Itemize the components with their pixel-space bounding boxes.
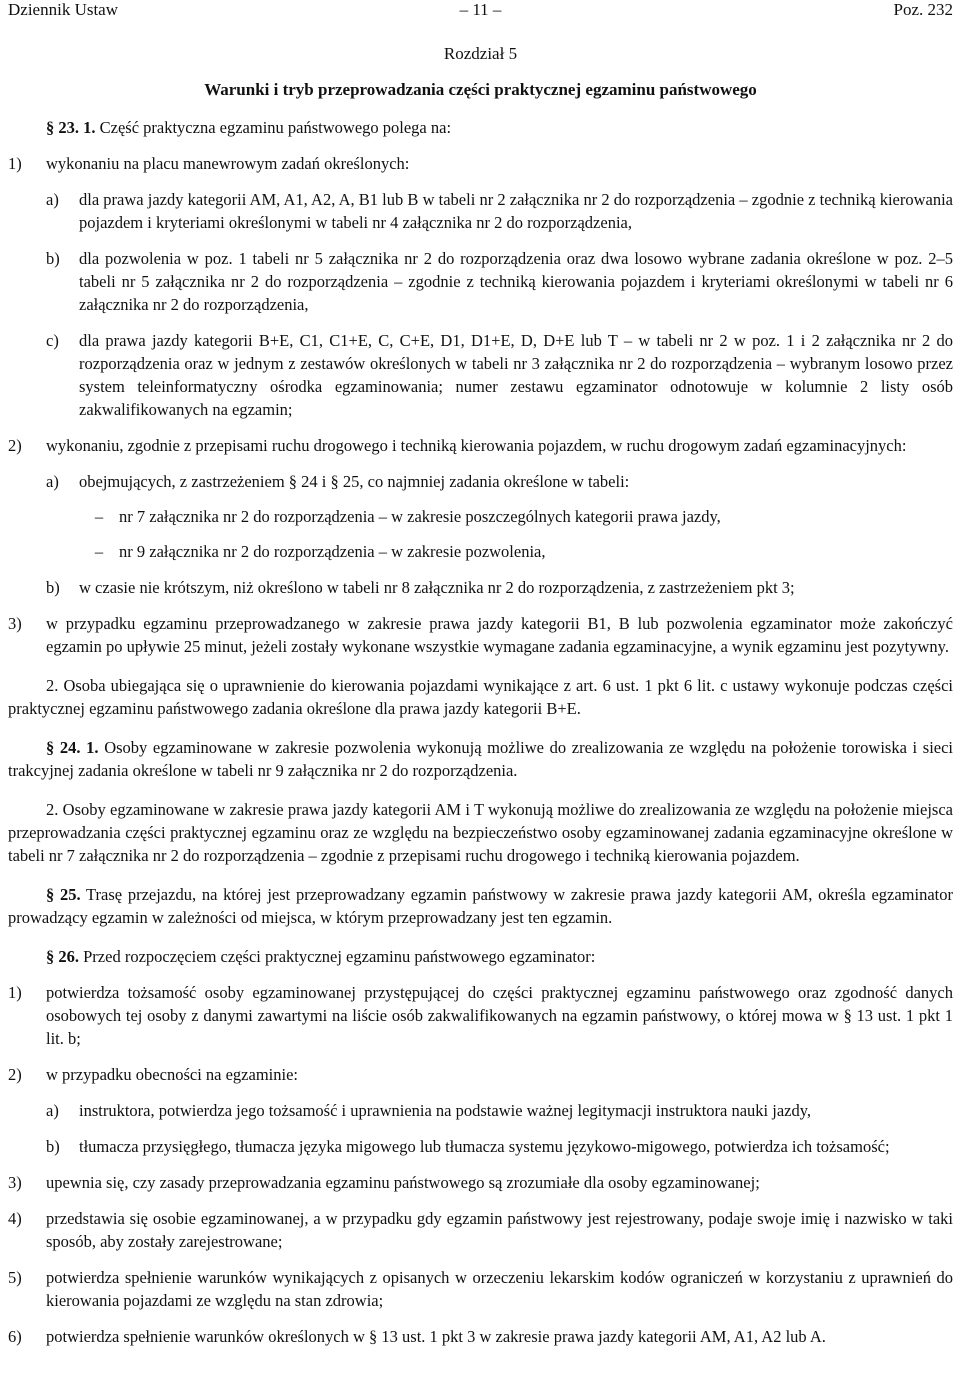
dash-marker: – [94,507,104,526]
section-23-intro-text: Część praktyczna egzaminu państwowego polega na: [95,118,452,137]
dash-marker: – [94,542,104,561]
point-text: w przypadku obecności na egzaminie: [46,1065,298,1084]
page-number: – 11 – [459,0,502,19]
document-page [8,0,953,1348]
letter-text: instruktora, potwierdza jego tożsamość i uprawnienia na podstawie ważnej legitymacji instruktora nauki jazdy, [79,1101,812,1120]
s26-point-2 [8,1063,953,1086]
s23-point-1-letter-b [46,247,953,316]
s26-point-1 [8,981,953,1050]
point-text: potwierdza spełnienie warunków wynikających z opisanych w orzeczeniu lekarskim kodów ograniczeń w korzystaniu z uprawnień do kierowania pojazdami ze względu na stan zdrowia; [46,1268,953,1310]
letter-text: dla prawa jazdy kategorii B+E, C1, C1+E, C, C+E, D1, D1+E, D, D+E lub T – w tabeli nr 2 w poz. 1 i 2 załącznika nr 2 do rozporządzenia oraz w jednym z zestawów określonych w tabeli nr 3 załącznika nr 2 do rozporządzenia – wybranym losowo przez system teleinformatyczny ośrodka egzaminowania; numer zestawu egzaminator odnotowuje w kolumnie 2 listy osób zakwalifikowanych na egzamin; [79,331,953,419]
s23-point-1-letter-a [46,188,953,234]
dash-text: nr 9 załącznika nr 2 do rozporządzenia – w zakresie pozwolenia, [119,542,546,561]
letter-text: obejmujących, z zastrzeżeniem § 24 i § 25, co najmniej zadania określone w tabeli: [79,472,630,491]
section-25-text: Trasę przejazdu, na której jest przeprowadzany egzamin państwowy w zakresie prawa jazdy kategorii AM, określa egzaminator prowadzący egzamin w zależności od miejsca, w którym przeprowadzany jest ten egzamin. [8,885,953,927]
s23-point-2a-dash-1 [79,505,953,528]
s23-point-2 [8,434,953,457]
point-number: 3) [8,1173,22,1192]
s23-point-2a-dash-2 [79,540,953,563]
point-text: przedstawia się osobie egzaminowanej, a w przypadku gdy egzamin państwowy jest rejestrowany, podaje swoje imię i nazwisko w taki sposób, aby zostały zarejestrowane; [46,1209,953,1251]
s26-point-2-letter-a [46,1099,953,1122]
s23-point-2-letter-b [46,576,953,599]
point-text: wykonaniu na placu manewrowym zadań określonych: [46,154,410,173]
section-26-number: § 26. [46,947,79,966]
letter-number: b) [46,1137,60,1156]
s26-point-4 [8,1207,953,1253]
s23-point-2-letter-a [46,470,953,493]
s26-point-2-letter-b [46,1135,953,1158]
letter-number: c) [46,331,59,350]
letter-number: a) [46,472,59,491]
letter-number: a) [46,1101,59,1120]
chapter-title: Warunki i tryb przeprowadzania części praktycznej egzaminu państwowego [204,80,757,99]
letter-text: w czasie nie krótszym, niż określono w tabeli nr 8 załącznika nr 2 do rozporządzenia, z zastrzeżeniem pkt 3; [79,578,795,597]
point-number: 5) [8,1268,22,1287]
point-number: 4) [8,1209,22,1228]
point-text: potwierdza spełnienie warunków określonych w § 13 ust. 1 pkt 3 w zakresie prawa jazdy kategorii AM, A1, A2 lub A. [46,1327,826,1346]
point-number: 2) [8,1065,22,1084]
s23-point-1 [8,152,953,175]
letter-text: dla prawa jazdy kategorii AM, A1, A2, A, B1 lub B w tabeli nr 2 załącznika nr 2 do rozporządzenia – zgodnie z techniką kierowania pojazdem i kryteriami określonymi w tabeli nr 4 załącznika nr 2 do rozporządzenia, [79,190,953,232]
s26-point-5 [8,1266,953,1312]
point-number: 6) [8,1327,22,1346]
section-24-ust-2: 2. Osoby egzaminowane w zakresie prawa jazdy kategorii AM i T wykonują możliwe do zrealizowania ze względu na położenie miejsca przeprowadzania części praktycznej egzaminu oraz ze względu na bezpieczeństwo osoby egzaminowanej zadania egzaminacyjne określone w tabeli nr 7 załącznika nr 2 do rozporządzenia – zgodnie z przepisami ruchu drogowego i techniką kierowania pojazdem. [8,800,953,865]
letter-number: b) [46,578,60,597]
dash-text: nr 7 załącznika nr 2 do rozporządzenia – w zakresie poszczególnych kategorii prawa jazdy, [119,507,721,526]
letter-number: b) [46,249,60,268]
section-26-intro [8,945,953,968]
point-text: w przypadku egzaminu przeprowadzanego w zakresie prawa jazdy kategorii B1, B lub pozwolenia egzaminator może zakończyć egzamin po upływie 25 minut, jeżeli zostały wykonane wszystkie wymagane zadania egzaminacyjne, a wynik egzaminu jest pozytywny. [46,614,953,656]
section-23-intro [8,116,953,139]
section-24-ust-1 [8,736,953,782]
point-text: upewnia się, czy zasady przeprowadzania egzaminu państwowego są zrozumiałe dla osoby egzaminowanej; [46,1173,760,1192]
section-24-text: Osoby egzaminowane w zakresie pozwolenia wykonują możliwe do zrealizowania ze względu na położenie torowiska i sieci trakcyjnej zadania określone w tabeli nr 9 załącznika nr 2 do rozporządzenia. [8,738,954,780]
s26-point-3 [8,1171,953,1194]
point-number: 1) [8,154,22,173]
page-header [8,0,953,24]
point-number: 2) [8,436,22,455]
point-number: 3) [8,614,22,633]
point-number: 1) [8,983,22,1002]
section-23-number: § 23. 1. [46,118,96,137]
section-23-ust-2: 2. Osoba ubiegająca się o uprawnienie do kierowania pojazdami wynikające z art. 6 ust. 1 pkt 6 lit. c ustawy wykonuje podczas części praktycznej egzaminu państwowego zadania określone dla prawa jazdy kategorii B+E. [8,676,953,718]
section-24-number: § 24. 1. [46,738,99,757]
letter-text: tłumacza przysięgłego, tłumacza języka migowego lub tłumacza systemu językowo-migowego, potwierdza ich tożsamość; [79,1137,890,1156]
s23-point-3 [8,612,953,658]
s26-point-6 [8,1325,953,1348]
section-25-number: § 25. [46,885,81,904]
section-25 [8,883,953,929]
journal-name: Dziennik Ustaw [8,0,119,19]
letter-number: a) [46,190,59,209]
chapter-label: Rozdział 5 [443,44,518,63]
position-number: Poz. 232 [893,0,953,19]
section-26-intro-text: Przed rozpoczęciem części praktycznej egzaminu państwowego egzaminator: [79,947,596,966]
s23-point-1-letter-c [46,329,953,421]
point-text: potwierdza tożsamość osoby egzaminowanej przystępującej do części praktycznej egzaminu państwowego oraz zgodność danych osobowych tej osoby z danymi zawartymi na liście osób zakwalifikowanych na egzamin państwowy, o której mowa w § 13 ust. 1 pkt 1 lit. b; [46,983,953,1048]
letter-text: dla pozwolenia w poz. 1 tabeli nr 5 załącznika nr 2 do rozporządzenia oraz dwa losowo wybrane zadania określone w poz. 2–5 tabeli nr 5 załącznika nr 2 do rozporządzenia – zgodnie z techniką kierowania pojazdem i kryteriami określonymi w tabeli nr 6 załącznika nr 2 do rozporządzenia, [79,249,953,314]
point-text: wykonaniu, zgodnie z przepisami ruchu drogowego i techniką kierowania pojazdem, w ruchu drogowym zadań egzaminacyjnych: [46,436,907,455]
